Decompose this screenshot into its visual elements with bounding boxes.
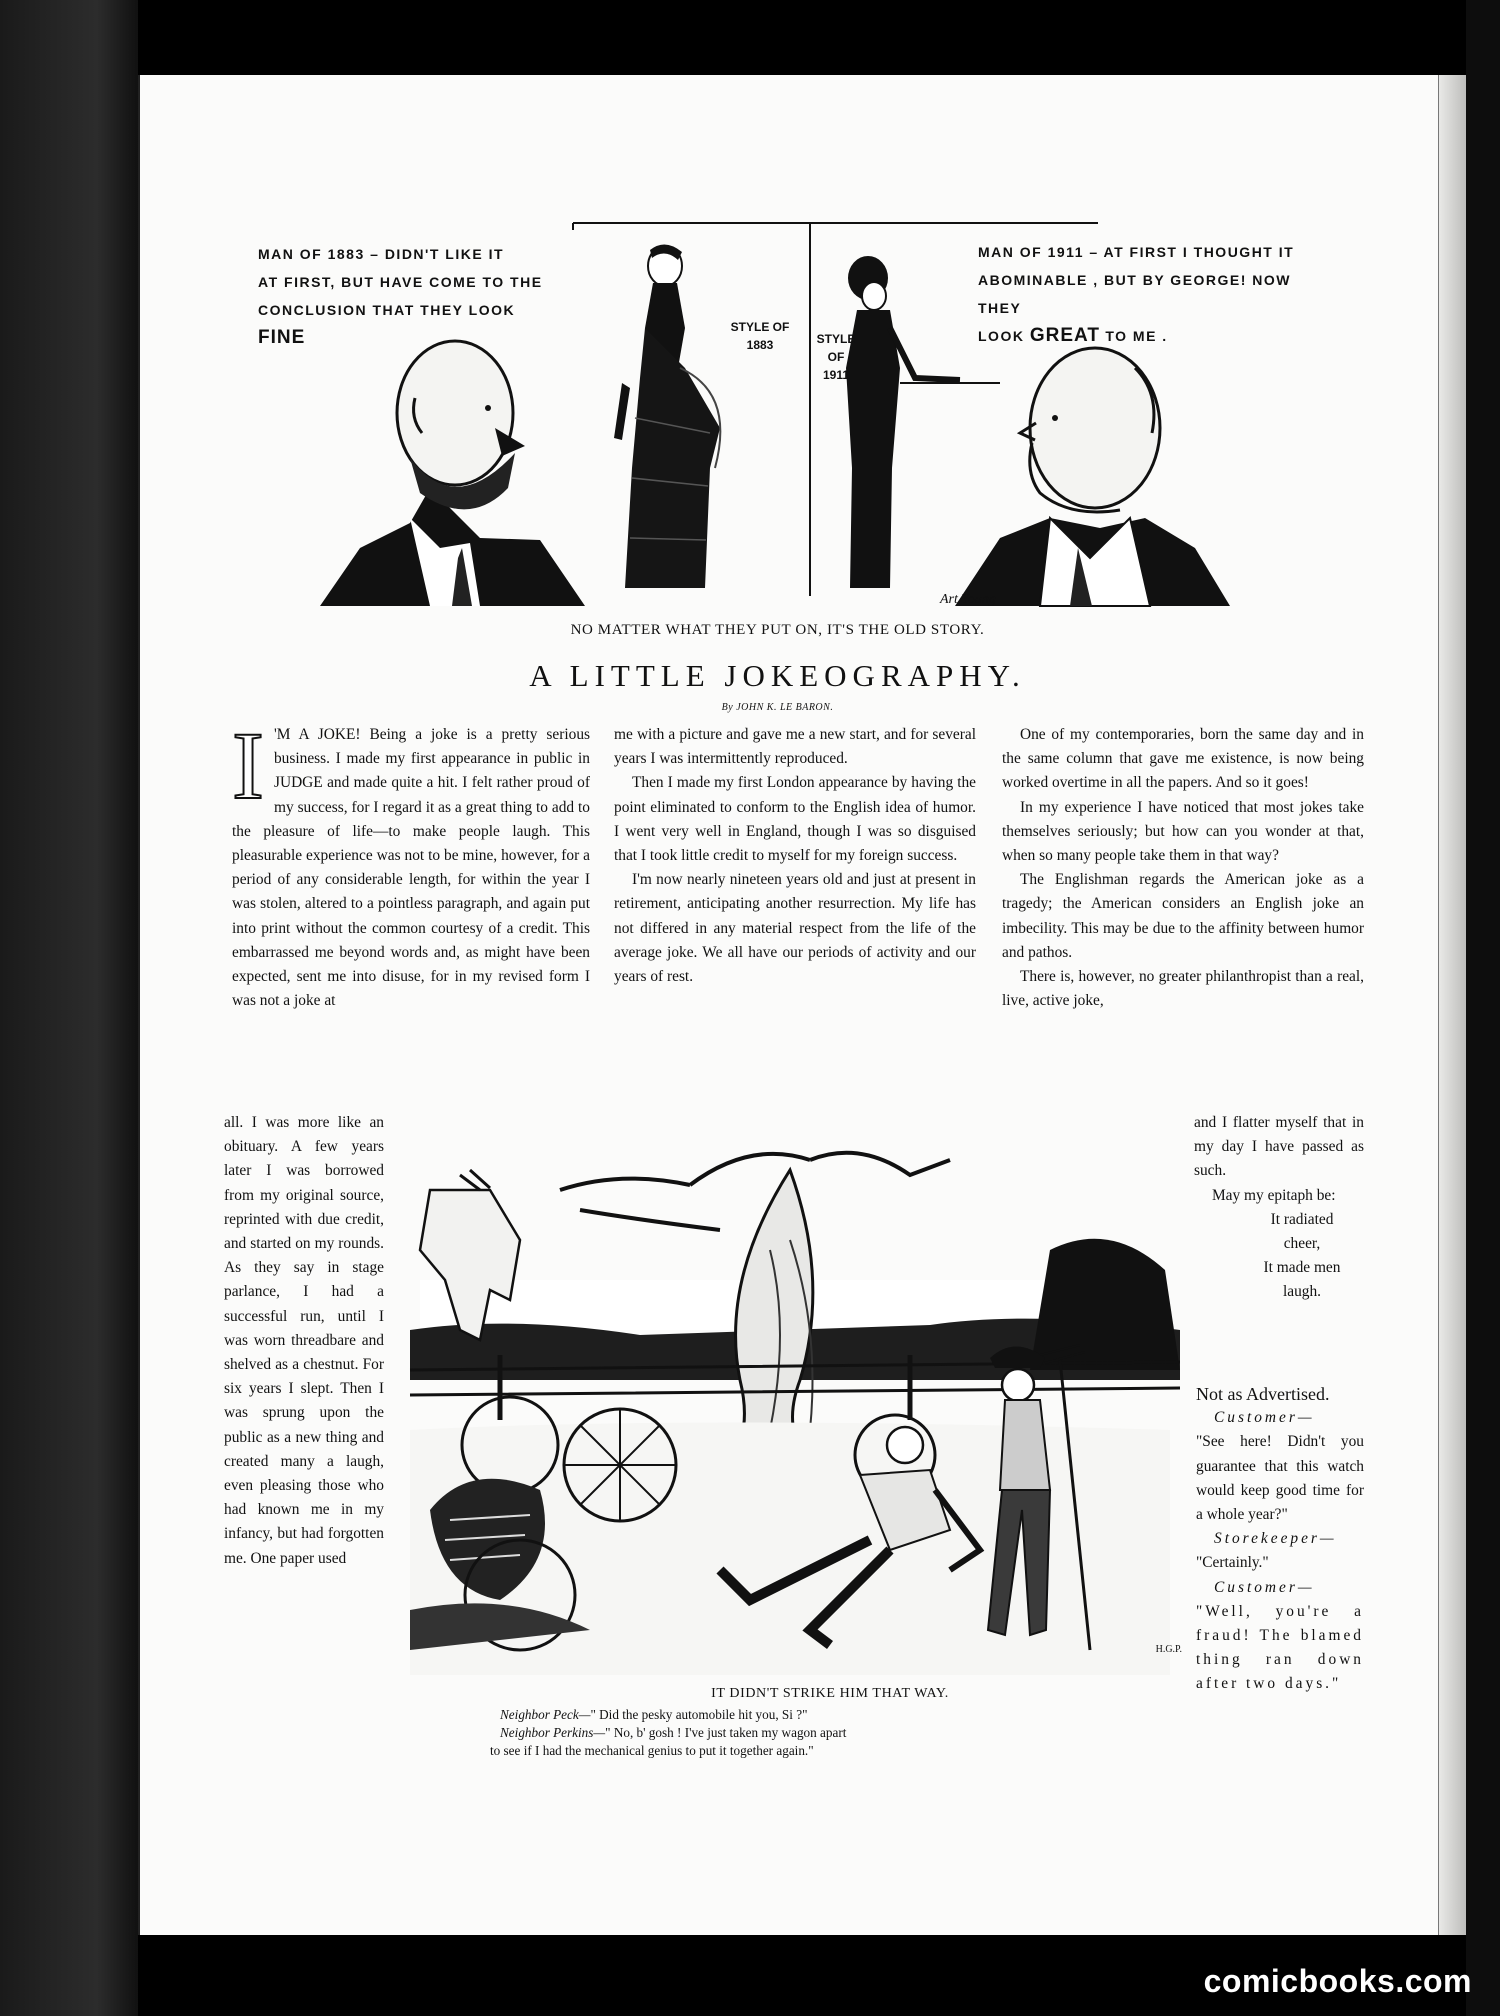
- paragraph: and I flatter myself that in my day I have passed as such.: [1194, 1114, 1364, 1180]
- speaker-label: Customer—: [1214, 1578, 1315, 1596]
- speech-line: MAN OF 1911 – AT FIRST I THOUGHT IT: [978, 244, 1295, 260]
- dialog-line: [500, 1706, 1200, 1724]
- cartoon-caption: NO MATTER WHAT THEY PUT ON, IT'S THE OLD STORY.: [570, 622, 985, 638]
- paragraph: all. I was more like an obituary. A few years later I was borrowed from my original source, reprinted with due credit, and started on my rounds. As they say in stage parlance, I had a successful run, until I was worn threadbare and shelved as a chestnut. For six years I slept. Then I was sprung upon the public as a new thing and created many a laugh, even pleasing those who had known me in my infancy, but had forgotten me. One paper used: [224, 1114, 384, 1567]
- speech-line: MAN OF 1883 – DIDN'T LIKE IT: [258, 246, 505, 262]
- next-page-edge: [1438, 75, 1466, 1935]
- dialog-line: to see if I had the mechanical genius to put it together again.": [490, 1743, 814, 1758]
- epitaph-line: It radiated: [1270, 1210, 1334, 1228]
- dialog-line: "Certainly.": [1196, 1554, 1269, 1572]
- illustration-drawing: [390, 1130, 1190, 1675]
- article-column-2: [614, 723, 976, 989]
- article-column-1-continued: [224, 1111, 384, 1571]
- speaker-label: Customer—: [1214, 1409, 1315, 1427]
- paragraph: In my experience I have noticed that most jokes take themselves seriously; but how can you wonder at that, when so many people take them in that way?: [1002, 798, 1364, 865]
- paragraph: me with a picture and gave me a new start, and for several years I was intermittently reproduced.: [614, 726, 976, 768]
- dialog-quote: " Did the pesky automobile hit you, Si ?": [590, 1707, 808, 1722]
- paragraph: 'M A JOKE! Being a joke is a pretty serious business. I made my first appearance in public in JUDGE and made quite a hit. I felt rather proud of my success, for I regard it as a great thing to add to the pleasure of life—to make people laugh. This pleasurable experience was not to be mine, however, for a period of any considerable length, for within the year I was stolen, altered to a pointless paragraph, and again put into print without the common courtesy of a credit. This embarrassed me beyond words and, as might have been expected, sent me into disuse, for in my revised form I was not a joke at: [232, 726, 590, 1010]
- wagon-illustration: [390, 1130, 1190, 1675]
- epitaph-line: cheer,: [1283, 1235, 1321, 1253]
- style-label-line: STYLE: [816, 332, 856, 346]
- speech-emphasis: GREAT: [1029, 325, 1100, 346]
- site-watermark: comicbooks.com: [1203, 1963, 1472, 1999]
- epitaph: [1194, 1208, 1364, 1305]
- style-label-line: 1883: [746, 338, 774, 352]
- style-1883-label: [728, 318, 792, 354]
- speaker-label: Neighbor Perkins—: [500, 1725, 606, 1740]
- speaker-label: Storekeeper—: [1214, 1530, 1337, 1548]
- scan-right-border: [1466, 0, 1500, 2016]
- speaker-label: Neighbor Peck—: [500, 1707, 591, 1722]
- man-1911-speech: [978, 238, 1308, 350]
- article-byline: By JOHN K. LE BARON.: [721, 702, 834, 713]
- dialog-line: [500, 1724, 1200, 1742]
- paragraph: I'm now nearly nineteen years old and just at present in retirement, anticipating another resurrection. My life has not differed in any material respect from the life of the average joke. We all have our periods of activity and our years of rest.: [614, 871, 976, 986]
- woman-1883-figure: [614, 244, 720, 588]
- article-column-3: [1002, 723, 1364, 1013]
- artist-signature: Art Young: [940, 592, 996, 607]
- article-column-3-continued: [1194, 1111, 1364, 1305]
- epitaph-line: laugh.: [1282, 1283, 1322, 1301]
- style-label-line: 1911: [822, 368, 850, 382]
- sidebar-joke-title: Not as Advertised.: [1196, 1384, 1330, 1404]
- style-label-line: OF: [827, 350, 845, 364]
- dialog-line: "See here! Didn't you guarantee that this watch would keep good time for a whole year?": [1196, 1433, 1364, 1524]
- illustration-dialog: [490, 1706, 1200, 1760]
- speech-word: LOOK: [978, 328, 1025, 344]
- style-1911-label: [814, 330, 858, 384]
- speech-line: [978, 322, 1308, 350]
- man-1883-speech: [258, 240, 558, 352]
- woman-1911-figure: [846, 256, 1000, 588]
- article-column-1: [232, 712, 590, 1013]
- speech-word: TO ME .: [1105, 328, 1168, 344]
- scan-left-shadow: [0, 0, 138, 2016]
- top-cartoon: [240, 218, 1315, 618]
- man-1883-figure: [320, 341, 585, 606]
- paragraph: May my epitaph be:: [1212, 1186, 1336, 1204]
- artist-initials: H.G.P.: [1155, 1644, 1182, 1655]
- paragraph: There is, however, no greater philanthropist than a real, live, active joke,: [1002, 968, 1364, 1010]
- paragraph: One of my contemporaries, born the same day and in the same column that gave me existence, is now being worked overtime in all the papers. And so it goes!: [1002, 726, 1364, 792]
- speech-line: AT FIRST, BUT HAVE COME TO THE: [258, 274, 543, 290]
- paragraph: The Englishman regards the American joke as a tragedy; the American considers an English joke an imbecility. This may be due to the affinity between humor and pathos.: [1002, 871, 1364, 961]
- epitaph-line: It made men: [1263, 1259, 1341, 1277]
- style-label-line: STYLE OF: [730, 320, 790, 334]
- dialog-quote: " No, b' gosh ! I've just taken my wagon apart: [605, 1725, 847, 1740]
- illustration-caption: IT DIDN'T STRIKE HIM THAT WAY.: [711, 1686, 949, 1701]
- speech-emphasis: FINE: [258, 327, 306, 348]
- speech-line: CONCLUSION THAT THEY LOOK: [258, 302, 516, 318]
- sidebar-joke: [1196, 1378, 1364, 1697]
- paragraph: Then I made my first London appearance by having the point eliminated to conform to the English idea of humor. I went very well in England, though I was so disguised that I took little credit to myself for my foreign success.: [614, 774, 976, 865]
- speech-line: ABOMINABLE , BUT BY GEORGE! NOW THEY: [978, 272, 1292, 316]
- man-1911-figure: [955, 348, 1230, 606]
- article-title: A LITTLE JOKEOGRAPHY.: [529, 658, 1026, 693]
- drop-cap: I: [232, 712, 264, 819]
- dialog-line: "Well, you're a fraud! The blamed thing ran down after two days.": [1196, 1602, 1364, 1693]
